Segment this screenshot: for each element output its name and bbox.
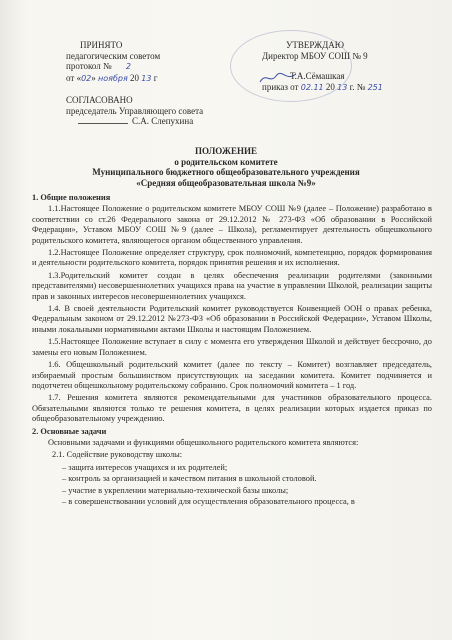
protocol-date-line: от «02» ноября 20 13 г xyxy=(66,72,158,83)
list-item: – контроль за организацией и качеством питания в школьной столовой. xyxy=(62,474,317,484)
paragraph-1-6: 1.6. Общешкольный родительский комитет (далее по тексту – Комитет) возглавляет председатель, избираемый простым большинством присутствующих на заседании комитета. Комитет подчиняется и подотчетен общешкольному родительскому собранию. Срок полномочий комитета – 1 год. xyxy=(32,360,432,390)
chair-name: С.А. Слепухина xyxy=(132,116,194,126)
section-2-heading: 2. Основные задачи xyxy=(32,426,107,436)
agreed-block xyxy=(66,95,203,127)
order-line: приказ от 02.11 20 13 г. № 251 xyxy=(262,81,383,92)
document-title: ПОЛОЖЕНИЕ о родительском комитете Муниципального бюджетного общеобразовательного учреждения «Средняя общеобразовательная школа №9» xyxy=(92,146,360,188)
order-number: 251 xyxy=(367,82,383,92)
accepted-block xyxy=(66,40,160,84)
order-year: 13 xyxy=(337,82,348,92)
paragraph-1-3: 1.3.Родительский комитет создан в целях обеспечения реализации родителями (законными представителями) несовершеннолетних учащихся права на участие в управлении Школой, реализации защиты прав и законных интересов несовершеннолетних учащихся. xyxy=(32,270,432,301)
approved-label: УТВЕРЖДАЮ xyxy=(286,40,345,50)
paragraph-2-1: 2.1. Содействие руководству школы: xyxy=(52,450,183,460)
order-date: 02.11 xyxy=(300,82,324,92)
protocol-month: ноября xyxy=(98,73,128,83)
pedagogical-council: педагогическим советом xyxy=(66,50,161,61)
protocol-year: 13 xyxy=(141,73,152,83)
protocol-line: протокол № 2 xyxy=(66,61,131,71)
protocol-number: 2 xyxy=(125,62,131,71)
chair-signature-line xyxy=(66,116,203,127)
section-1-heading: 1. Общие положения xyxy=(32,193,111,202)
paragraph-1-2: 1.2.Настоящее Положение определяет структуру, срок полномочий, компетенцию, порядок формирования и деятельности родительского комитета, порядок принятия решения и их исполнения. xyxy=(32,248,432,268)
paragraph-1-5: 1.5.Настоящее Положение вступает в силу с момента его утверждения Школой и действует бессрочно, до замены его новым Положением. xyxy=(32,337,432,357)
director-line: Директор МБОУ СОШ № 9 xyxy=(262,50,368,61)
paragraph-1-1: 1.1.Настоящее Положение о родительском комитете МБОУ СОШ №9 (далее – Положение) разработано в соответствии со ст.26 Федерального закона от 29.12.2012 № 273-ФЗ «Об образовании в Российской Федерации», Уставом МБОУ СОШ №9 (далее – Школа), регламентирует деятельность общешкольного родительского комитета, являющегося органом общественного управления. xyxy=(32,204,432,245)
paragraph-1-4: 1.4. В своей деятельности Родительский комитет руководствуется Конвенцией ООН о правах ребенка, Федеральным законом от 29.12.2012 №273-ФЗ «Об образовании в Российской Федерации», Уставом Школы, иными локальными нормативными актами Школы и настоящим Положением. xyxy=(32,304,432,334)
protocol-day: 02 xyxy=(81,73,92,83)
chair-signature xyxy=(78,123,128,124)
agreed-label: СОГЛАСОВАНО xyxy=(66,95,133,105)
approved-block xyxy=(262,40,383,93)
director-name: Т.А.Сёмашкая xyxy=(290,71,345,81)
accepted-label: ПРИНЯТО xyxy=(80,40,123,50)
list-item: – участие в укреплении материально-технической базы школы; xyxy=(62,485,289,495)
list-item: – в совершенствовании условий для осуществления образовательного процесса, в xyxy=(62,496,355,506)
council-chair: председатель Управляющего совета xyxy=(66,105,204,116)
paragraph-1-7: 1.7. Решения комитета являются рекомендательными для участников образовательного процесса. Обязательными являются только те решения комитета, в целях реализации которых издается приказ по общеобразовательному учреждению. xyxy=(32,393,432,424)
document-body xyxy=(32,193,432,508)
list-item: – защита интересов учащихся и их родителей; xyxy=(62,462,228,472)
section-2-intro: Основными задачами и функциями общешкольного родительского комитета являются: xyxy=(48,437,359,447)
